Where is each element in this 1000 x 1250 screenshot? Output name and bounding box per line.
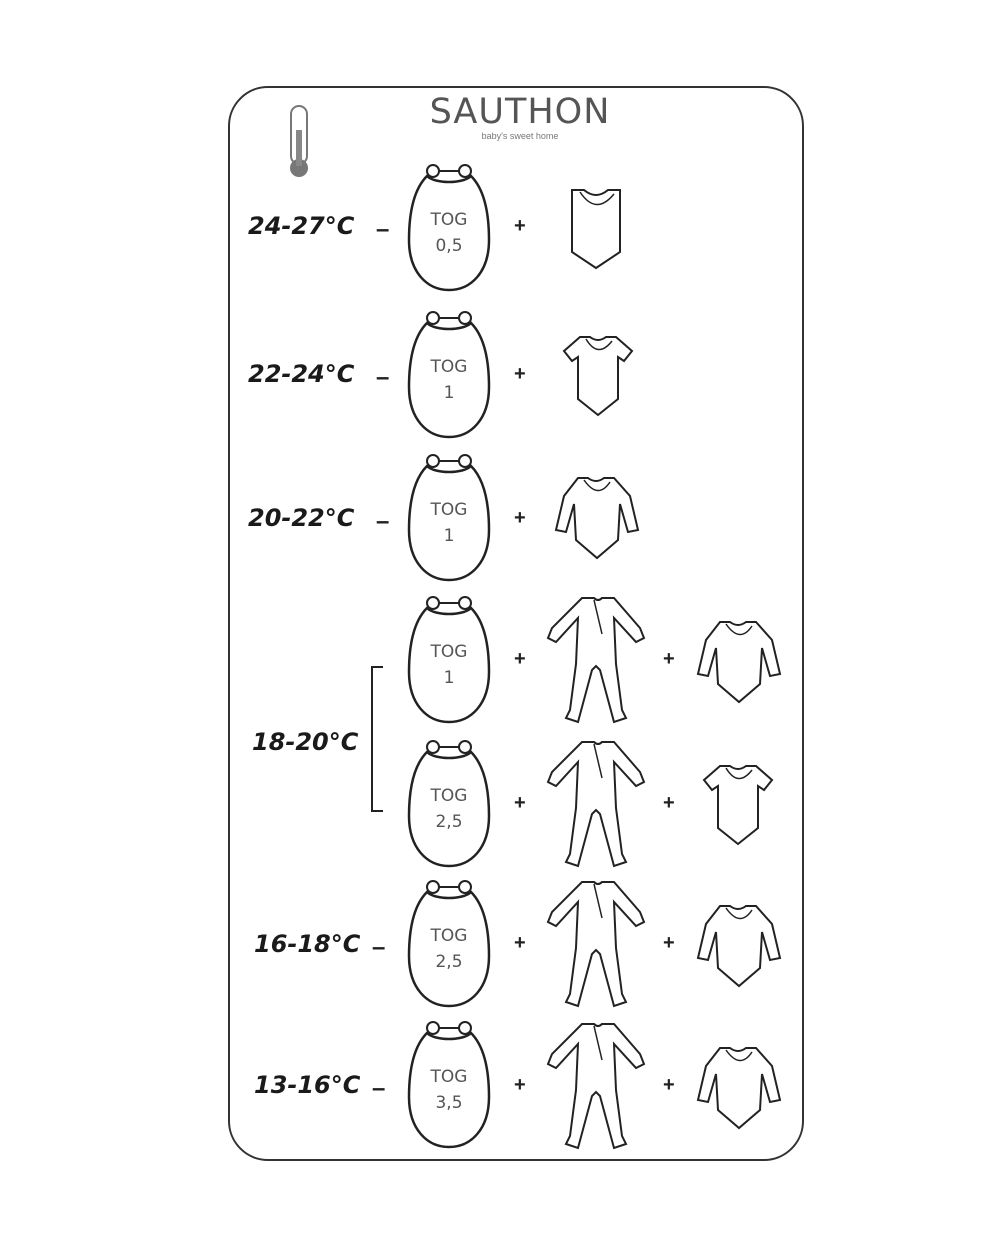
sleeping-bag-icon [407,878,491,1008]
plus-symbol: + [514,363,526,385]
sleeping-bag-icon [407,452,491,582]
temperature-label: 13-16°C [254,1071,361,1099]
sleeping-bag-icon [407,162,491,292]
temperature-label: 16-18°C [254,930,361,958]
temperature-label: 24-27°C [248,212,355,240]
sleeping-bag-icon [407,309,491,439]
thermometer-icon [286,104,312,180]
plus-symbol: + [514,1074,526,1096]
long-sleeve-bodysuit-icon [554,474,640,560]
temperature-label: 20-22°C [248,504,355,532]
sleeveless-bodysuit-icon [566,186,626,270]
sleeping-bag-icon [407,1019,491,1149]
brand-tagline: baby's sweet home [481,131,559,141]
sleeping-bag-icon [407,594,491,724]
plus-symbol: + [663,1074,675,1096]
dash-symbol: – [376,216,390,243]
plus-symbol: + [514,215,526,237]
tog-value: 0,5 [435,236,463,256]
long-sleeve-bodysuit-icon [696,618,782,704]
tog-label: TOG [430,500,468,520]
tog-label: TOG [430,210,468,230]
temperature-bracket [371,666,383,812]
footed-pajama-icon [544,594,648,724]
long-sleeve-bodysuit-icon [696,902,782,988]
dash-symbol: – [372,1075,386,1102]
footed-pajama-icon [544,1020,648,1150]
tog-value: 2,5 [435,952,463,972]
temperature-label: 22-24°C [248,360,355,388]
plus-symbol: + [514,507,526,529]
sleeping-bag-icon [407,738,491,868]
tog-value: 2,5 [435,812,463,832]
tog-value: 1 [443,668,455,688]
plus-symbol: + [514,932,526,954]
tog-label: TOG [430,642,468,662]
plus-symbol: + [663,648,675,670]
brand-name: SAUTHON [429,92,611,132]
plus-symbol: + [514,792,526,814]
dash-symbol: – [372,934,386,961]
tog-label: TOG [430,926,468,946]
tog-label: TOG [430,357,468,377]
plus-symbol: + [663,792,675,814]
temperature-label: 18-20°C [252,728,359,756]
tog-value: 1 [443,526,455,546]
plus-symbol: + [514,648,526,670]
long-sleeve-bodysuit-icon [696,1044,782,1130]
short-sleeve-bodysuit-icon [702,762,774,846]
tog-value: 1 [443,383,455,403]
dash-symbol: – [376,364,390,391]
tog-label: TOG [430,786,468,806]
footed-pajama-icon [544,878,648,1008]
footed-pajama-icon [544,738,648,868]
tog-label: TOG [430,1067,468,1087]
tog-value: 3,5 [435,1093,463,1113]
plus-symbol: + [663,932,675,954]
dash-symbol: – [376,508,390,535]
short-sleeve-bodysuit-icon [562,333,634,417]
